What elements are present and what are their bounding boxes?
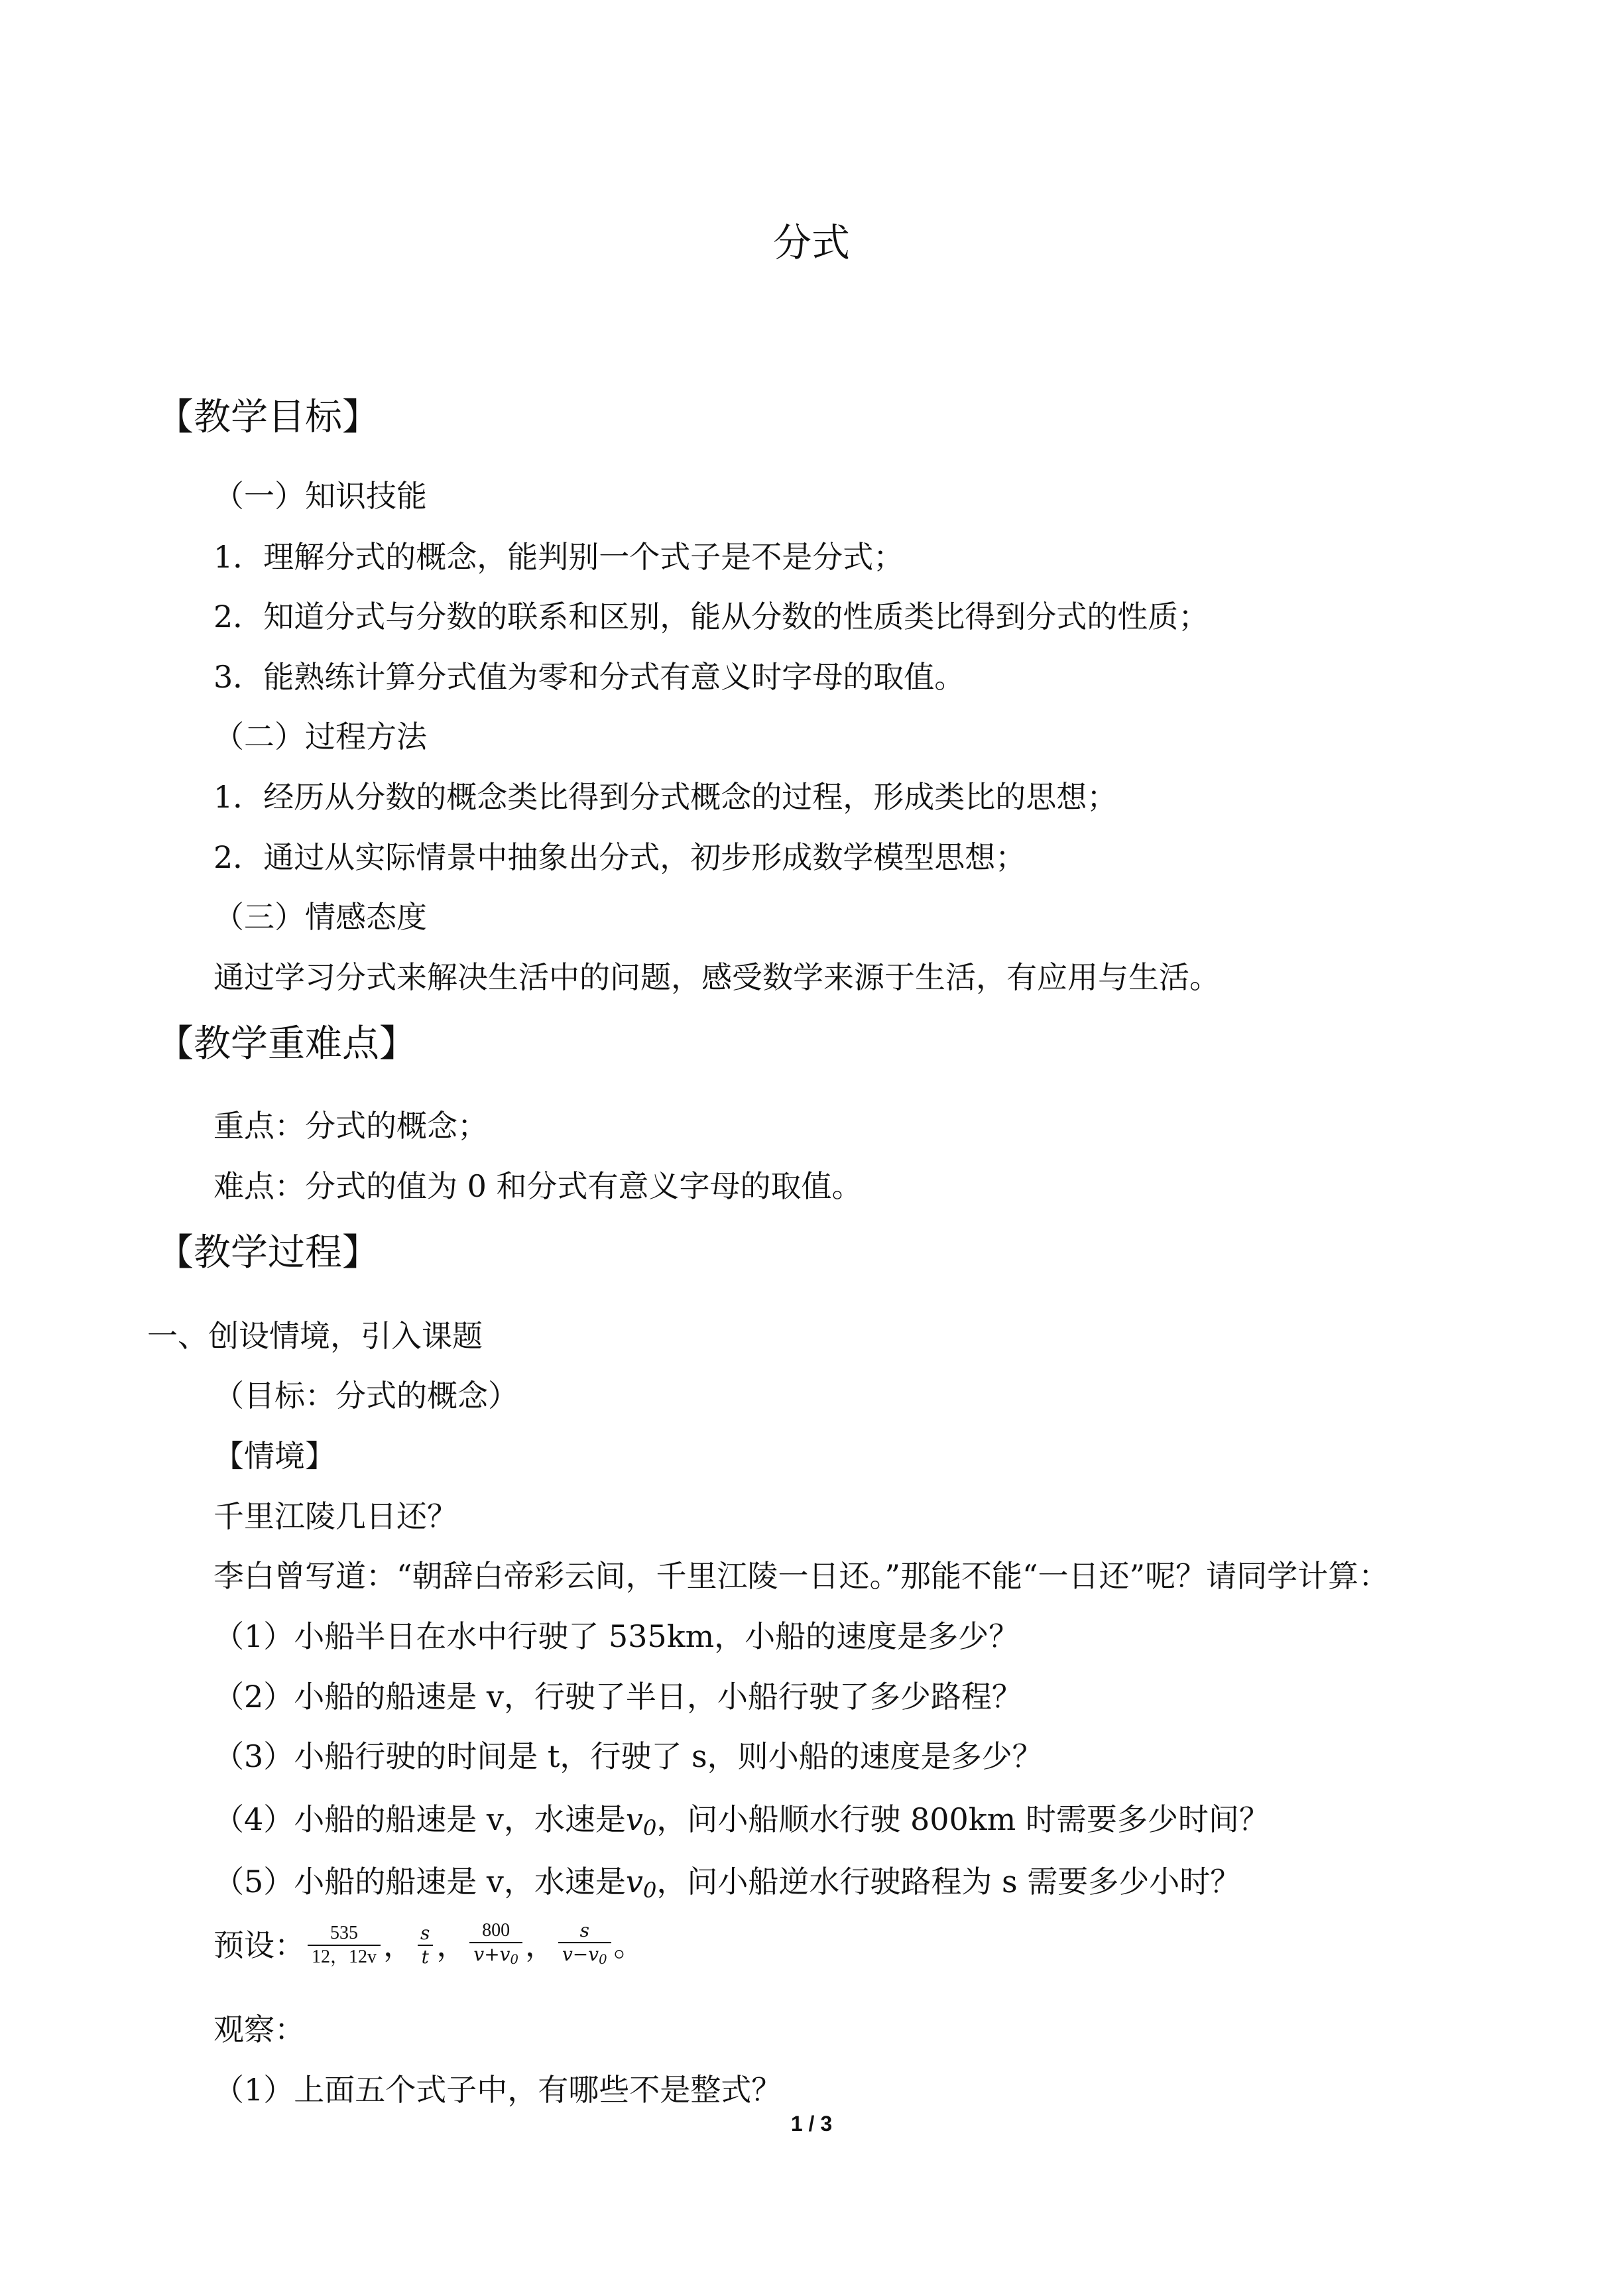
process-item-2: 2．通过从实际情景中抽象出分式，初步形成数学模型思想； [213, 839, 1026, 875]
v0-symbol: $v_0$ [625, 1801, 657, 1841]
scene-label: 【情境】 [213, 1438, 335, 1474]
fraction-4: $\frac{s}{v-v_0}$ [558, 1921, 611, 1970]
fraction-2: $\frac{s}{t}$ [416, 1923, 434, 1967]
part1-title: 一、创设情境，引入课题 [147, 1318, 483, 1354]
fraction-3: $\frac{800}{v+v_0}$ [469, 1921, 522, 1970]
process-label: （二）过程方法 [213, 719, 427, 755]
intro-text: 李白曾写道：“朝辞白帝彩云间，千里江陵一日还。”那能不能“一日还”呢？请同学计算： [213, 1558, 1390, 1594]
question-2: （2）小船的船速是 v，行驶了半日，小船行驶了多少路程？ [213, 1679, 1022, 1715]
comma: ， [436, 1927, 467, 1963]
question-4-after: ，问小船顺水行驶 800km 时需要多少时间？ [656, 1801, 1270, 1837]
period: 。 [613, 1927, 644, 1963]
goal-text: （目标：分式的概念） [213, 1378, 518, 1414]
objectives-heading: 【教学目标】 [156, 396, 379, 439]
question-5-before: （5）小船的船速是 v，水速是 [213, 1864, 626, 1900]
observe-question-1: （1）上面五个式子中，有哪些不是整式？ [213, 2072, 782, 2108]
question-3: （3）小船行驶的时间是 t，行驶了 s，则小船的速度是多少？ [213, 1738, 1043, 1774]
knowledge-label: （一）知识技能 [213, 478, 427, 514]
attitude-label: （三）情感态度 [213, 899, 427, 935]
attitude-text: 通过学习分式来解决生活中的问题，感受数学来源于生活，有应用与生活。 [213, 959, 1220, 995]
comma: ， [524, 1927, 556, 1963]
difficulty-point: 难点：分式的值为 0 和分式有意义字母的取值。 [213, 1168, 863, 1204]
key-point: 重点：分式的概念； [213, 1108, 488, 1144]
process-heading: 【教学过程】 [156, 1231, 379, 1274]
page-title: 分式 [772, 220, 850, 265]
preset-line [213, 1919, 644, 1972]
question-4-before: （4）小船的船速是 v，水速是 [213, 1801, 626, 1837]
comma: ， [383, 1927, 414, 1963]
question-4 [213, 1798, 1270, 1849]
preset-label: 预设： [213, 1927, 305, 1963]
question-5 [213, 1860, 1240, 1911]
knowledge-item-2: 2．知道分式与分数的联系和区别，能从分数的性质类比得到分式的性质； [213, 599, 1209, 634]
poem-question: 千里江陵几日还？ [213, 1498, 457, 1534]
process-item-1: 1．经历从分数的概念类比得到分式概念的过程，形成类比的思想； [213, 779, 1118, 815]
key-points-heading: 【教学重难点】 [156, 1022, 416, 1065]
v0-symbol: $v_0$ [625, 1864, 657, 1903]
observe-label: 观察： [213, 2012, 305, 2047]
page-number: 1 / 3 [790, 2112, 833, 2136]
question-5-after: ，问小船逆水行驶路程为 s 需要多少小时？ [656, 1864, 1241, 1900]
question-1: （1）小船半日在水中行驶了 535km，小船的速度是多少？ [213, 1618, 1020, 1654]
knowledge-item-3: 3．能熟练计算分式值为零和分式有意义时字母的取值。 [213, 659, 965, 695]
knowledge-item-1: 1．理解分式的概念，能判别一个式子是不是分式； [213, 539, 904, 575]
fraction-1: $\frac{535}{12,12v}$ [308, 1923, 381, 1967]
